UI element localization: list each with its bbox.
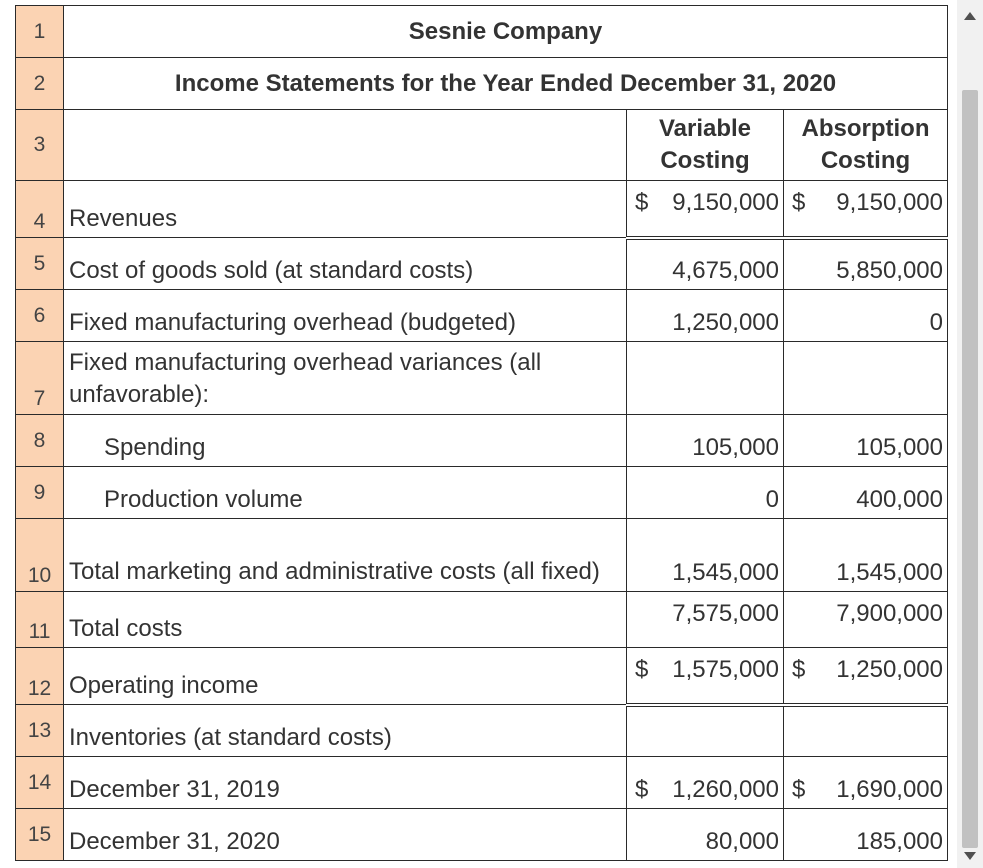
row-14 xyxy=(16,757,948,809)
value: 1,690,000 xyxy=(836,776,944,803)
row-number[interactable]: 10 xyxy=(16,519,64,592)
fmo-budget-absorption[interactable]: 0 xyxy=(784,290,948,342)
currency-symbol: $ xyxy=(635,189,649,216)
marketing-label[interactable]: Total marketing and administrative costs (all fixed) xyxy=(64,519,627,592)
row-1 xyxy=(16,6,948,58)
marketing-absorption[interactable]: 1,545,000 xyxy=(784,519,948,592)
operating-income-variable[interactable] xyxy=(627,648,784,705)
row-12 xyxy=(16,648,948,705)
dec-2019-label[interactable]: December 31, 2019 xyxy=(64,757,627,809)
row-9 xyxy=(16,467,948,519)
value: 1,250,000 xyxy=(836,656,944,683)
revenues-absorption[interactable] xyxy=(784,181,948,238)
row-5 xyxy=(16,238,948,290)
revenues-label[interactable]: Revenues xyxy=(64,181,627,238)
cogs-variable[interactable]: 4,675,000 xyxy=(627,238,784,290)
row-number[interactable]: 1 xyxy=(16,6,64,58)
row-15 xyxy=(16,809,948,861)
company-name[interactable]: Sesnie Company xyxy=(64,6,948,58)
revenues-variable[interactable] xyxy=(627,181,784,238)
production-volume-label[interactable]: Production volume xyxy=(64,467,627,519)
row-number[interactable]: 6 xyxy=(16,290,64,342)
currency-symbol: $ xyxy=(792,776,806,803)
row-number[interactable]: 9 xyxy=(16,467,64,519)
fmo-variances-label[interactable]: Fixed manufacturing overhead variances (all unfavorable): xyxy=(64,342,627,415)
row-number[interactable]: 14 xyxy=(16,757,64,809)
triangle-down-icon[interactable] xyxy=(964,852,976,860)
currency-symbol: $ xyxy=(792,656,806,683)
row-3 xyxy=(16,110,948,181)
spending-label[interactable]: Spending xyxy=(64,415,627,467)
row-6 xyxy=(16,290,948,342)
operating-income-label[interactable]: Operating income xyxy=(64,648,627,705)
cogs-absorption[interactable]: 5,850,000 xyxy=(784,238,948,290)
row-7 xyxy=(16,342,948,415)
production-volume-variable[interactable]: 0 xyxy=(627,467,784,519)
value: 1,575,000 xyxy=(672,656,779,683)
row-2 xyxy=(16,58,948,110)
row-number[interactable]: 2 xyxy=(16,58,64,110)
row-number[interactable]: 13 xyxy=(16,705,64,757)
row-13 xyxy=(16,705,948,757)
inventories-absorption[interactable] xyxy=(784,705,948,757)
row-number[interactable]: 4 xyxy=(16,181,64,238)
value: 9,150,000 xyxy=(672,189,779,216)
fmo-budget-label[interactable]: Fixed manufacturing overhead (budgeted) xyxy=(64,290,627,342)
row-number[interactable]: 8 xyxy=(16,415,64,467)
dec-2020-label[interactable]: December 31, 2020 xyxy=(64,809,627,861)
fmo-variances-absorption[interactable] xyxy=(784,342,948,415)
operating-income-absorption[interactable] xyxy=(784,648,948,705)
row-8 xyxy=(16,415,948,467)
fmo-budget-variable[interactable]: 1,250,000 xyxy=(627,290,784,342)
header-blank-cell[interactable] xyxy=(64,110,627,181)
currency-symbol: $ xyxy=(635,656,649,683)
dec-2019-absorption[interactable] xyxy=(784,757,948,809)
fmo-variances-variable[interactable] xyxy=(627,342,784,415)
row-10 xyxy=(16,519,948,592)
scrollbar-thumb[interactable] xyxy=(962,90,978,848)
dec-2020-absorption[interactable]: 185,000 xyxy=(784,809,948,861)
triangle-up-icon[interactable] xyxy=(964,12,976,20)
marketing-variable[interactable]: 1,545,000 xyxy=(627,519,784,592)
spending-absorption[interactable]: 105,000 xyxy=(784,415,948,467)
variable-costing-header[interactable]: Variable Costing xyxy=(627,110,784,181)
spreadsheet xyxy=(15,5,948,861)
row-number[interactable]: 3 xyxy=(16,110,64,181)
row-number[interactable]: 15 xyxy=(16,809,64,861)
row-number[interactable]: 5 xyxy=(16,238,64,290)
spending-variable[interactable]: 105,000 xyxy=(627,415,784,467)
total-costs-variable[interactable]: 7,575,000 xyxy=(627,592,784,648)
total-costs-label[interactable]: Total costs xyxy=(64,592,627,648)
value: 9,150,000 xyxy=(836,189,944,216)
currency-symbol: $ xyxy=(635,776,649,803)
row-4 xyxy=(16,181,948,238)
vertical-scrollbar[interactable] xyxy=(957,0,983,868)
total-costs-absorption[interactable]: 7,900,000 xyxy=(784,592,948,648)
row-11 xyxy=(16,592,948,648)
absorption-costing-header[interactable]: Absorption Costing xyxy=(784,110,948,181)
statement-title[interactable]: Income Statements for the Year Ended December 31, 2020 xyxy=(64,58,948,110)
row-number[interactable]: 12 xyxy=(16,648,64,705)
value: 1,260,000 xyxy=(672,776,779,803)
cogs-label[interactable]: Cost of goods sold (at standard costs) xyxy=(64,238,627,290)
currency-symbol: $ xyxy=(792,189,806,216)
row-number[interactable]: 11 xyxy=(16,592,64,648)
dec-2019-variable[interactable] xyxy=(627,757,784,809)
inventories-label[interactable]: Inventories (at standard costs) xyxy=(64,705,627,757)
inventories-variable[interactable] xyxy=(627,705,784,757)
dec-2020-variable[interactable]: 80,000 xyxy=(627,809,784,861)
production-volume-absorption[interactable]: 400,000 xyxy=(784,467,948,519)
row-number[interactable]: 7 xyxy=(16,342,64,415)
